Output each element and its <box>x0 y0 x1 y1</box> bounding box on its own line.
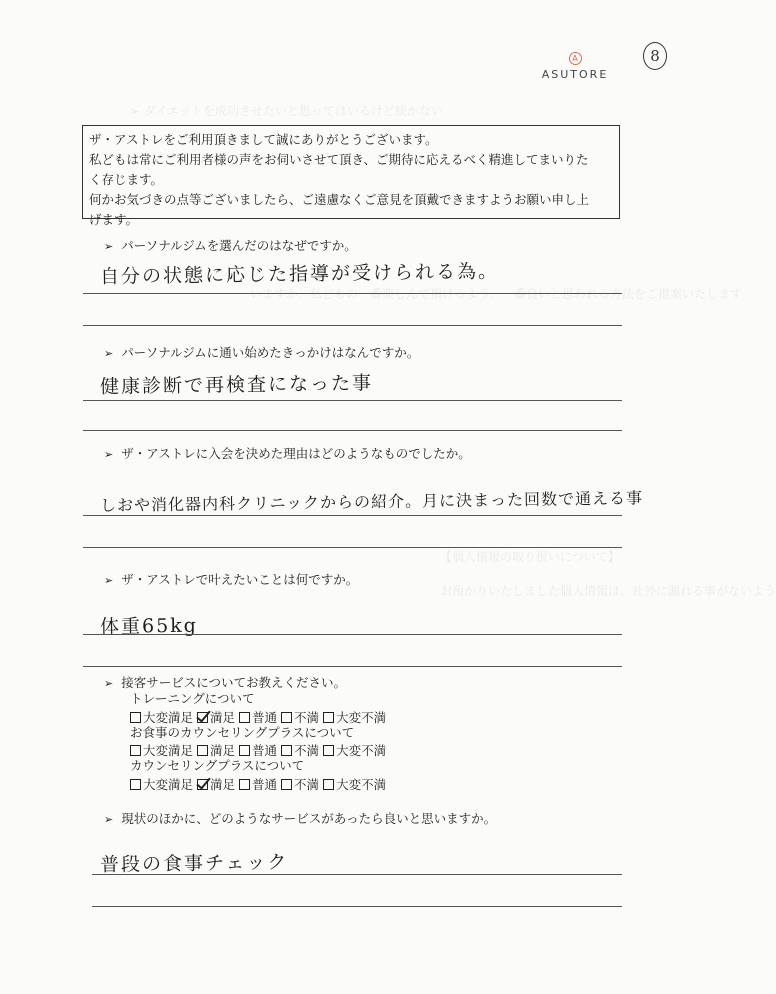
checked-checkbox-icon[interactable] <box>197 779 208 790</box>
question-1 <box>104 238 357 255</box>
checkbox-icon[interactable] <box>197 745 208 756</box>
answer-1: 自分の状態に応じた指導が受けられる為。 <box>99 260 500 288</box>
option-very-satisfied[interactable]: 大変満足 <box>130 775 193 793</box>
answer-2: 健康診断で再検査になった事 <box>99 372 374 398</box>
notice-line: く存じます。 <box>89 172 164 187</box>
answer-5: 普段の食事チェック <box>99 851 289 876</box>
question-5 <box>104 811 496 828</box>
answer-line <box>83 666 622 667</box>
checked-checkbox-icon[interactable] <box>197 712 208 723</box>
question-2 <box>104 345 419 362</box>
notice-line: げます。 <box>89 212 139 227</box>
checkbox-icon[interactable] <box>281 712 292 723</box>
option-satisfied[interactable]: 満足 <box>197 775 235 793</box>
checkbox-icon[interactable] <box>323 712 334 723</box>
notice-box <box>82 125 620 227</box>
question-3 <box>104 446 471 463</box>
service-item-label: お食事のカウンセリングプラスについて <box>130 725 355 740</box>
answer-line <box>83 293 622 294</box>
arrow-icon: ➢ <box>104 813 114 826</box>
option-very-dissatisfied[interactable]: 大変不満 <box>323 708 386 726</box>
notice-line: ザ・アストレをご利用頂きまして誠にありがとうございます。 <box>89 132 438 147</box>
service-item-label: トレーニングについて <box>130 691 255 706</box>
answer-line <box>83 515 622 516</box>
answer-line <box>83 547 622 548</box>
question-4 <box>104 572 358 589</box>
checkbox-icon[interactable] <box>130 745 141 756</box>
arrow-icon: ➢ <box>104 240 114 253</box>
service-options-training <box>130 708 390 726</box>
question-3-text: ザ・アストレに入会を決めた理由はどのようなものでしたか。 <box>121 446 471 461</box>
answer-line <box>92 906 622 907</box>
arrow-icon: ➢ <box>104 448 114 461</box>
bleed-through-text-3: 【個人情報の取り扱いについて】 <box>440 550 620 564</box>
option-dissatisfied[interactable]: 不満 <box>281 708 319 726</box>
answer-line <box>83 400 622 401</box>
answer-3: しおや消化器内科クリニックからの紹介。月に決まった回数で通える事 <box>99 488 644 515</box>
answer-line <box>83 430 622 431</box>
option-very-satisfied[interactable]: 大変満足 <box>130 741 193 759</box>
question-4-text: ザ・アストレで叶えたいことは何ですか。 <box>121 572 359 587</box>
arrow-icon: ➢ <box>104 677 114 690</box>
option-neutral[interactable]: 普通 <box>239 708 277 726</box>
arrow-icon: ➢ <box>104 574 114 587</box>
checkbox-icon[interactable] <box>281 779 292 790</box>
answer-line <box>92 874 622 875</box>
answer-4: 体重65kg <box>99 614 199 638</box>
brand-mark-icon: A <box>569 52 582 65</box>
bleed-through-text-4: お預かりいたしました個人情報は、社外に漏れる事がないよう <box>440 584 776 598</box>
notice-line: 何かお気づきの点等ございましたら、ご遠慮なくご意見を頂戴できますようお願い申し上 <box>89 192 590 207</box>
service-item-label: カウンセリングプラスについて <box>130 758 305 773</box>
answer-line <box>83 325 622 326</box>
question-2-text: パーソナルジムに通い始めたきっかけはなんですか。 <box>121 345 420 360</box>
service-question-text: 接客サービスについてお教えください。 <box>121 675 346 690</box>
service-options-meal <box>130 741 390 759</box>
checkbox-icon[interactable] <box>239 779 250 790</box>
answer-line <box>83 634 622 635</box>
arrow-icon: ➢ <box>104 347 114 360</box>
checkbox-icon[interactable] <box>323 779 334 790</box>
checkbox-icon[interactable] <box>130 712 141 723</box>
option-satisfied[interactable]: 満足 <box>197 741 235 759</box>
checkbox-icon[interactable] <box>239 712 250 723</box>
checkbox-icon[interactable] <box>130 779 141 790</box>
brand-name: ASUTORE <box>541 68 609 81</box>
option-neutral[interactable]: 普通 <box>239 775 277 793</box>
notice-line: 私どもは常にご利用者様の声をお伺いさせて頂き、ご期待に応えるべく精進してまいりた <box>89 152 589 167</box>
service-options-counseling <box>130 775 390 793</box>
service-question <box>104 675 346 692</box>
option-neutral[interactable]: 普通 <box>239 741 277 759</box>
option-very-satisfied[interactable]: 大変満足 <box>130 708 193 726</box>
checkbox-icon[interactable] <box>281 745 292 756</box>
brand-logo <box>520 52 630 81</box>
option-very-dissatisfied[interactable]: 大変不満 <box>323 775 386 793</box>
option-very-dissatisfied[interactable]: 大変不満 <box>323 741 386 759</box>
checkbox-icon[interactable] <box>323 745 334 756</box>
option-dissatisfied[interactable]: 不満 <box>281 775 319 793</box>
option-dissatisfied[interactable]: 不満 <box>281 741 319 759</box>
bleed-through-text-1: ➢ ダイエットを成功させたいと思ってはいるけど続かない <box>130 104 443 118</box>
checkbox-icon[interactable] <box>239 745 250 756</box>
question-5-text: 現状のほかに、どのようなサービスがあったら良いと思いますか。 <box>121 811 497 826</box>
question-1-text: パーソナルジムを選んだのはなぜですか。 <box>121 238 357 253</box>
page-number: 8 <box>643 42 667 70</box>
bleed-through-text-2: いますか、私どもの一番楽しんで頂けるよう、一番良いと思われる方法をご提案いたします <box>250 287 743 301</box>
option-satisfied[interactable]: 満足 <box>197 708 235 726</box>
